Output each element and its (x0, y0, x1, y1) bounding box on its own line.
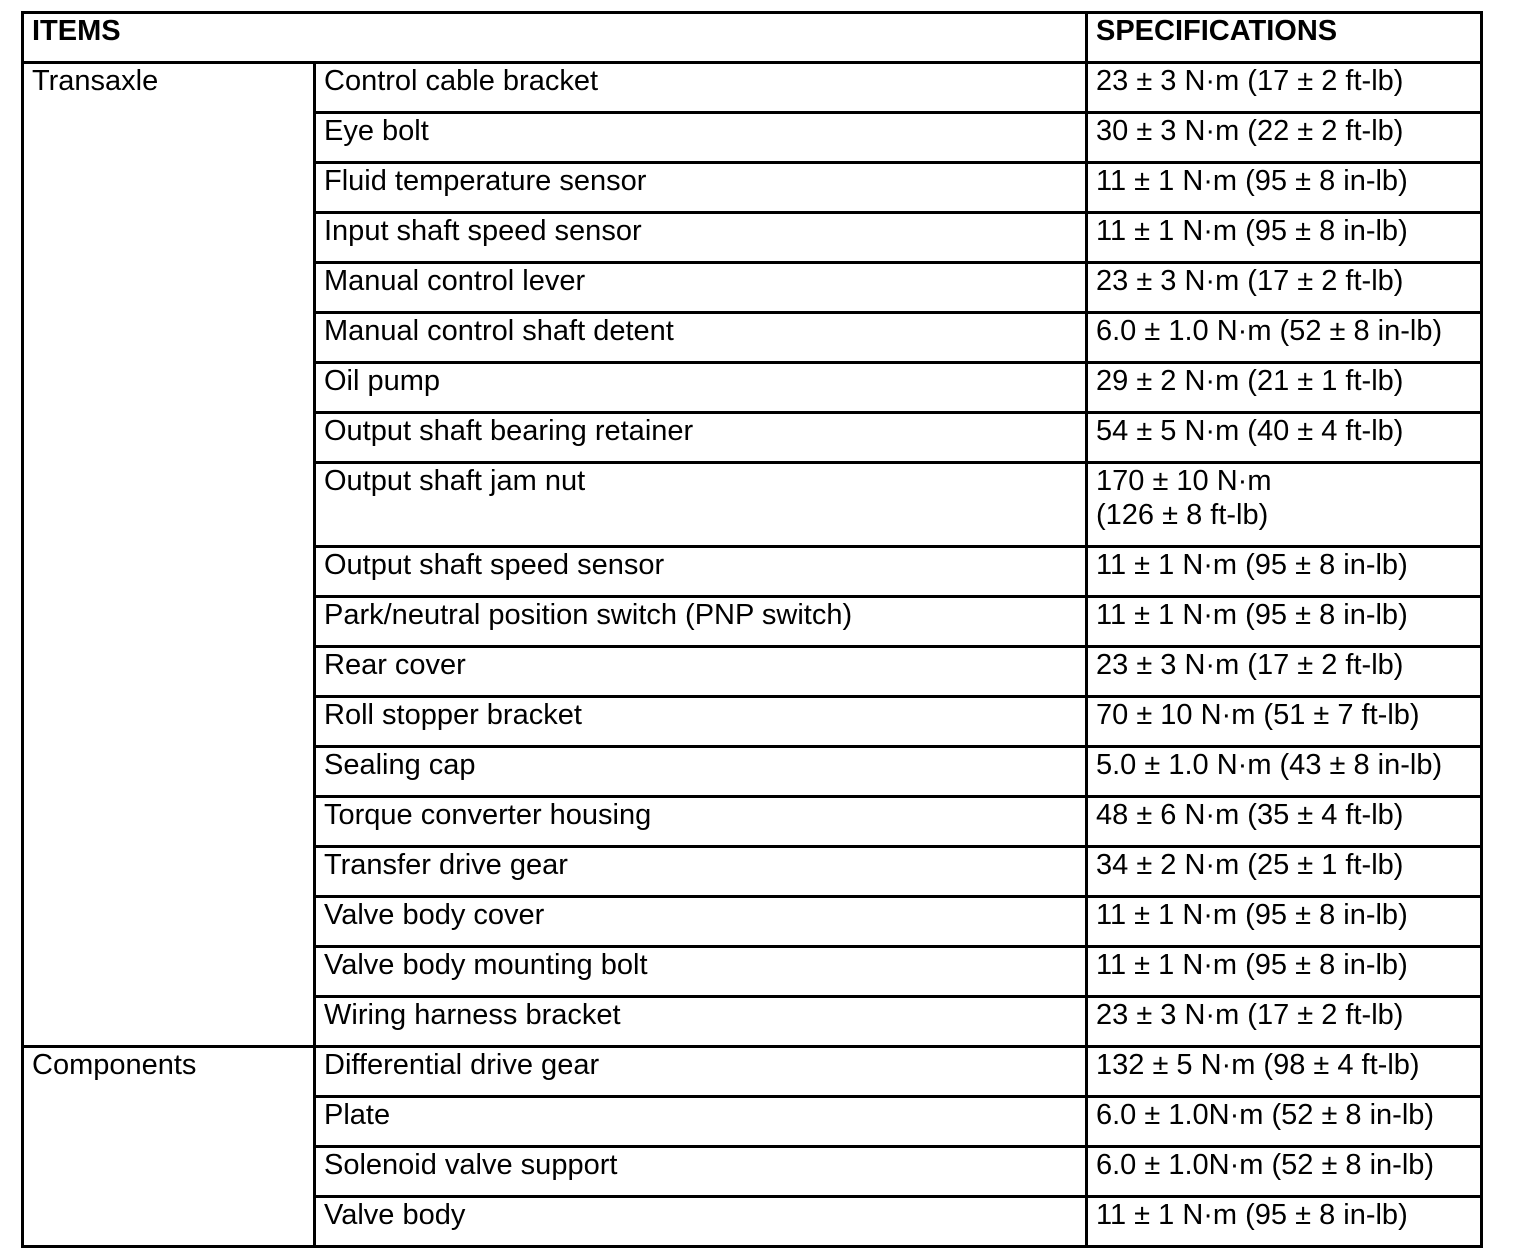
item-spec: 6.0 ± 1.0N·m (52 ± 8 in-lb) (1087, 1147, 1482, 1197)
group-label-transaxle: Transaxle (23, 63, 315, 1047)
item-name: Torque converter housing (315, 797, 1087, 847)
item-name: Valve body cover (315, 897, 1087, 947)
item-spec: 6.0 ± 1.0 N·m (52 ± 8 in-lb) (1087, 313, 1482, 363)
item-name: Roll stopper bracket (315, 697, 1087, 747)
item-name: Plate (315, 1097, 1087, 1147)
item-name: Output shaft speed sensor (315, 547, 1087, 597)
table-row (23, 63, 1482, 113)
table-header-row (23, 13, 1482, 63)
item-spec: 11 ± 1 N·m (95 ± 8 in-lb) (1087, 163, 1482, 213)
item-spec: 30 ± 3 N·m (22 ± 2 ft-lb) (1087, 113, 1482, 163)
items-header: ITEMS (23, 13, 1087, 63)
item-spec: 11 ± 1 N·m (95 ± 8 in-lb) (1087, 947, 1482, 997)
item-spec: 23 ± 3 N·m (17 ± 2 ft-lb) (1087, 263, 1482, 313)
item-spec: 132 ± 5 N·m (98 ± 4 ft-lb) (1087, 1047, 1482, 1097)
item-spec (1087, 463, 1482, 547)
item-name: Control cable bracket (315, 63, 1087, 113)
item-spec: 5.0 ± 1.0 N·m (43 ± 8 in-lb) (1087, 747, 1482, 797)
item-spec: 70 ± 10 N·m (51 ± 7 ft-lb) (1087, 697, 1482, 747)
item-name: Transfer drive gear (315, 847, 1087, 897)
item-spec: 48 ± 6 N·m (35 ± 4 ft-lb) (1087, 797, 1482, 847)
specifications-header: SPECIFICATIONS (1087, 13, 1482, 63)
item-spec: 6.0 ± 1.0N·m (52 ± 8 in-lb) (1087, 1097, 1482, 1147)
item-name: Park/neutral position switch (PNP switch) (315, 597, 1087, 647)
item-spec: 11 ± 1 N·m (95 ± 8 in-lb) (1087, 897, 1482, 947)
item-name: Solenoid valve support (315, 1147, 1087, 1197)
item-name: Input shaft speed sensor (315, 213, 1087, 263)
item-spec: 34 ± 2 N·m (25 ± 1 ft-lb) (1087, 847, 1482, 897)
item-spec: 11 ± 1 N·m (95 ± 8 in-lb) (1087, 597, 1482, 647)
item-name: Fluid temperature sensor (315, 163, 1087, 213)
item-name: Manual control shaft detent (315, 313, 1087, 363)
item-name: Oil pump (315, 363, 1087, 413)
item-spec: 23 ± 3 N·m (17 ± 2 ft-lb) (1087, 647, 1482, 697)
item-name: Output shaft bearing retainer (315, 413, 1087, 463)
item-name: Eye bolt (315, 113, 1087, 163)
item-name: Wiring harness bracket (315, 997, 1087, 1047)
item-name: Output shaft jam nut (315, 463, 1087, 547)
item-spec: 23 ± 3 N·m (17 ± 2 ft-lb) (1087, 63, 1482, 113)
item-name: Valve body (315, 1197, 1087, 1247)
item-name: Manual control lever (315, 263, 1087, 313)
table-body (23, 63, 1482, 1247)
torque-spec-table (21, 11, 1483, 1248)
item-name: Rear cover (315, 647, 1087, 697)
item-name: Sealing cap (315, 747, 1087, 797)
item-spec: 11 ± 1 N·m (95 ± 8 in-lb) (1087, 213, 1482, 263)
item-spec: 23 ± 3 N·m (17 ± 2 ft-lb) (1087, 997, 1482, 1047)
item-spec-text: 170 ± 10 N·m (126 ± 8 ft-lb) (1096, 465, 1272, 531)
item-spec: 11 ± 1 N·m (95 ± 8 in-lb) (1087, 1197, 1482, 1247)
item-name: Differential drive gear (315, 1047, 1087, 1097)
item-spec: 54 ± 5 N·m (40 ± 4 ft-lb) (1087, 413, 1482, 463)
group-label-components: Components (23, 1047, 315, 1247)
item-name: Valve body mounting bolt (315, 947, 1087, 997)
item-spec: 29 ± 2 N·m (21 ± 1 ft-lb) (1087, 363, 1482, 413)
item-spec: 11 ± 1 N·m (95 ± 8 in-lb) (1087, 547, 1482, 597)
table-row (23, 1047, 1482, 1097)
